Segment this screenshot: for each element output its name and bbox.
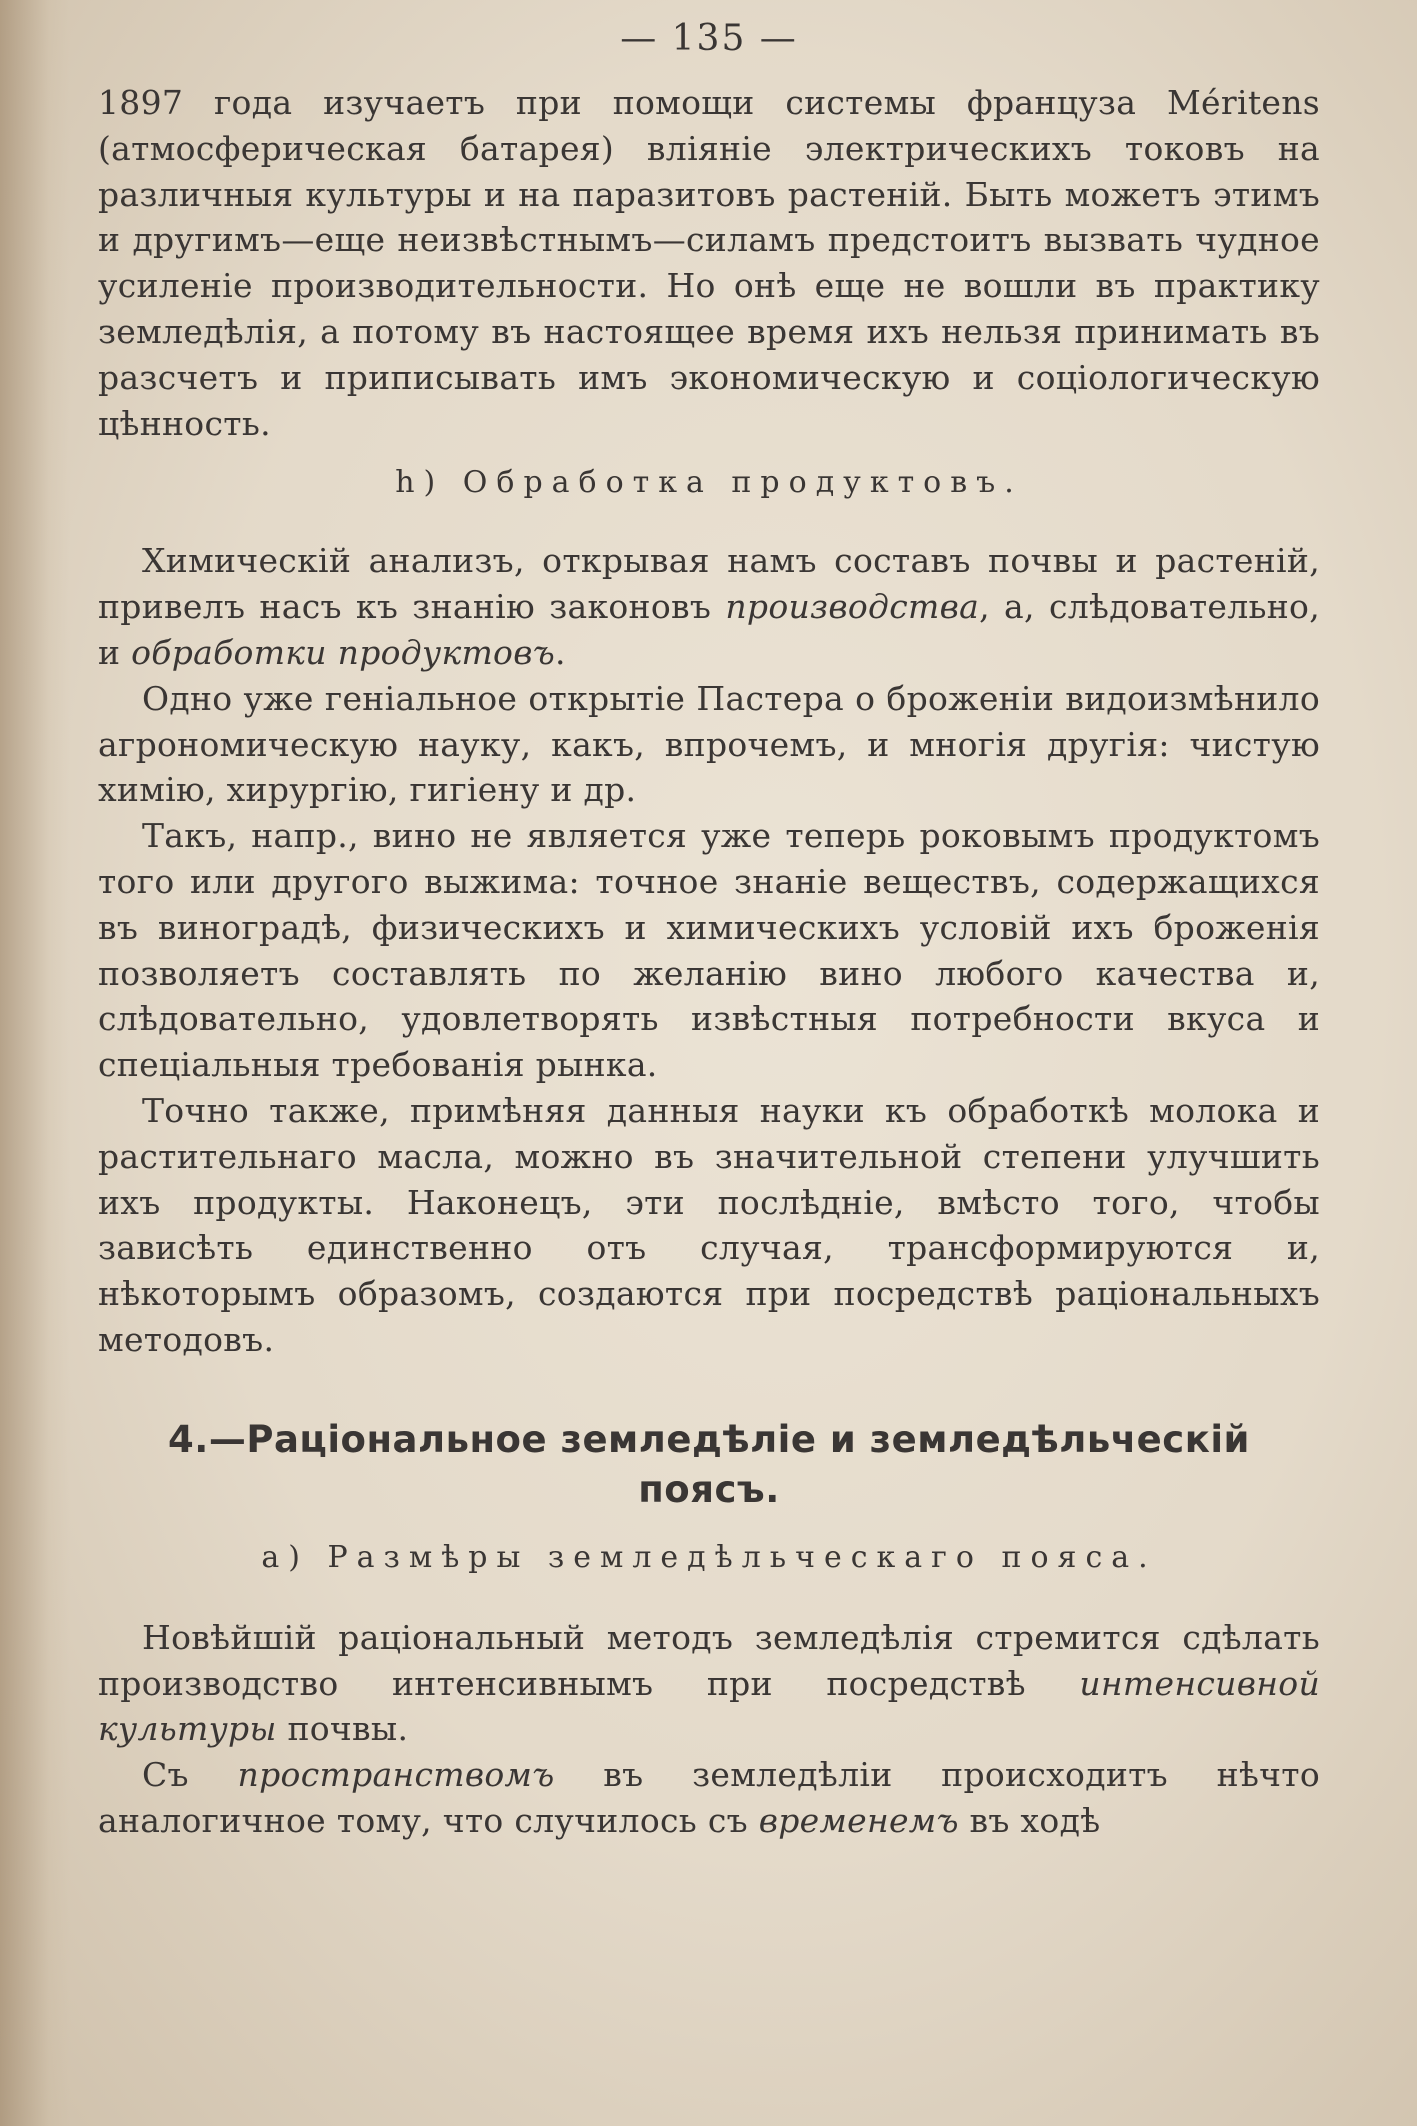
paragraph-2-text: Химическій анализъ, открывая намъ составъ почвы и растеній, привелъ насъ къ знанію законовъ [98,541,1320,627]
paragraph-7-end: въ ходѣ [958,1800,1101,1840]
paragraph-3: Одно уже геніальное открытіе Пастера о броженіи видоизмѣнило агрономическую науку, какъ, впрочемъ, и многія другія: чистую химію, хирургію, гигіену и др. [98,678,1320,810]
paragraph-7-text: Съ [142,1755,238,1795]
paragraph-6-text: Новѣйшій раціональный методъ земледѣлія стремится сдѣлать производство интенсивнымъ при посредствѣ [98,1617,1320,1703]
paragraph-1: 1897 года изучаетъ при помощи системы француза Mérіtens (атмосферическая батарея) вліяніе электрическихъ токовъ на различныя культуры и на паразитовъ растеній. Быть можетъ этимъ и другимъ—еще неизвѣстнымъ—силамъ предстоитъ вызвать чудное усиленіе производительности. Но онѣ еще не вошли въ практику земледѣлія, а потому въ настоящее время ихъ нельзя принимать въ разсчетъ и приписывать имъ экономическую и соціологическую цѣнность. [98,83,1320,443]
paragraph-2-end: . [555,632,566,672]
paragraph-6-end: почвы. [276,1709,409,1749]
paragraph-2-emphasis-1: производства [725,587,980,627]
paragraph-7-emphasis-1: пространствомъ [237,1755,555,1795]
paragraph-2 [98,538,1320,675]
paragraph-7 [98,1752,1320,1844]
paragraph-2-text-2: , а, слѣдовательно, и [98,587,1320,672]
paragraph-7-text-2: въ земледѣліи происходитъ нѣчто аналогичное тому, что случилось съ [98,1755,1320,1840]
page-content [98,14,1320,1844]
paragraph-6-emphasis: интенсивной культуры [98,1663,1320,1749]
subheading-a: a) Размѣры земледѣльческаго пояса. [261,1539,1157,1575]
subheading-h: h) Обработка продуктовъ. [395,465,1023,501]
section-title: 4.—Раціональное земледѣліе и земледѣльческій поясъ. [168,1417,1250,1511]
paragraph-4: Такъ, напр., вино не является уже теперь роковымъ продуктомъ того или другого выжима: точное знаніе веществъ, содержащихся въ виноградѣ, физическихъ и химическихъ условій ихъ броженія позволяетъ составлять по желанію вино любого качества и, слѣдовательно, удовлетворять извѣстныя потребности вкуса и спеціальныя требованія рынка. [98,816,1320,1085]
paragraph-7-emphasis-2: временемъ [758,1800,959,1840]
paragraph-2-emphasis-2: обработки продуктовъ [131,632,556,672]
paragraph-5: Точно также, примѣняя данныя науки къ обработкѣ молока и растительнаго масла, можно въ значительной степени улучшить ихъ продукты. Наконецъ, эти послѣдніе, вмѣсто того, чтобы зависѣть единственно отъ случая, трансформируются и, нѣкоторымъ образомъ, создаются при посредствѣ раціональныхъ методовъ. [98,1090,1320,1359]
paragraph-6 [98,1615,1320,1752]
page-number: — 135 — [620,18,798,59]
